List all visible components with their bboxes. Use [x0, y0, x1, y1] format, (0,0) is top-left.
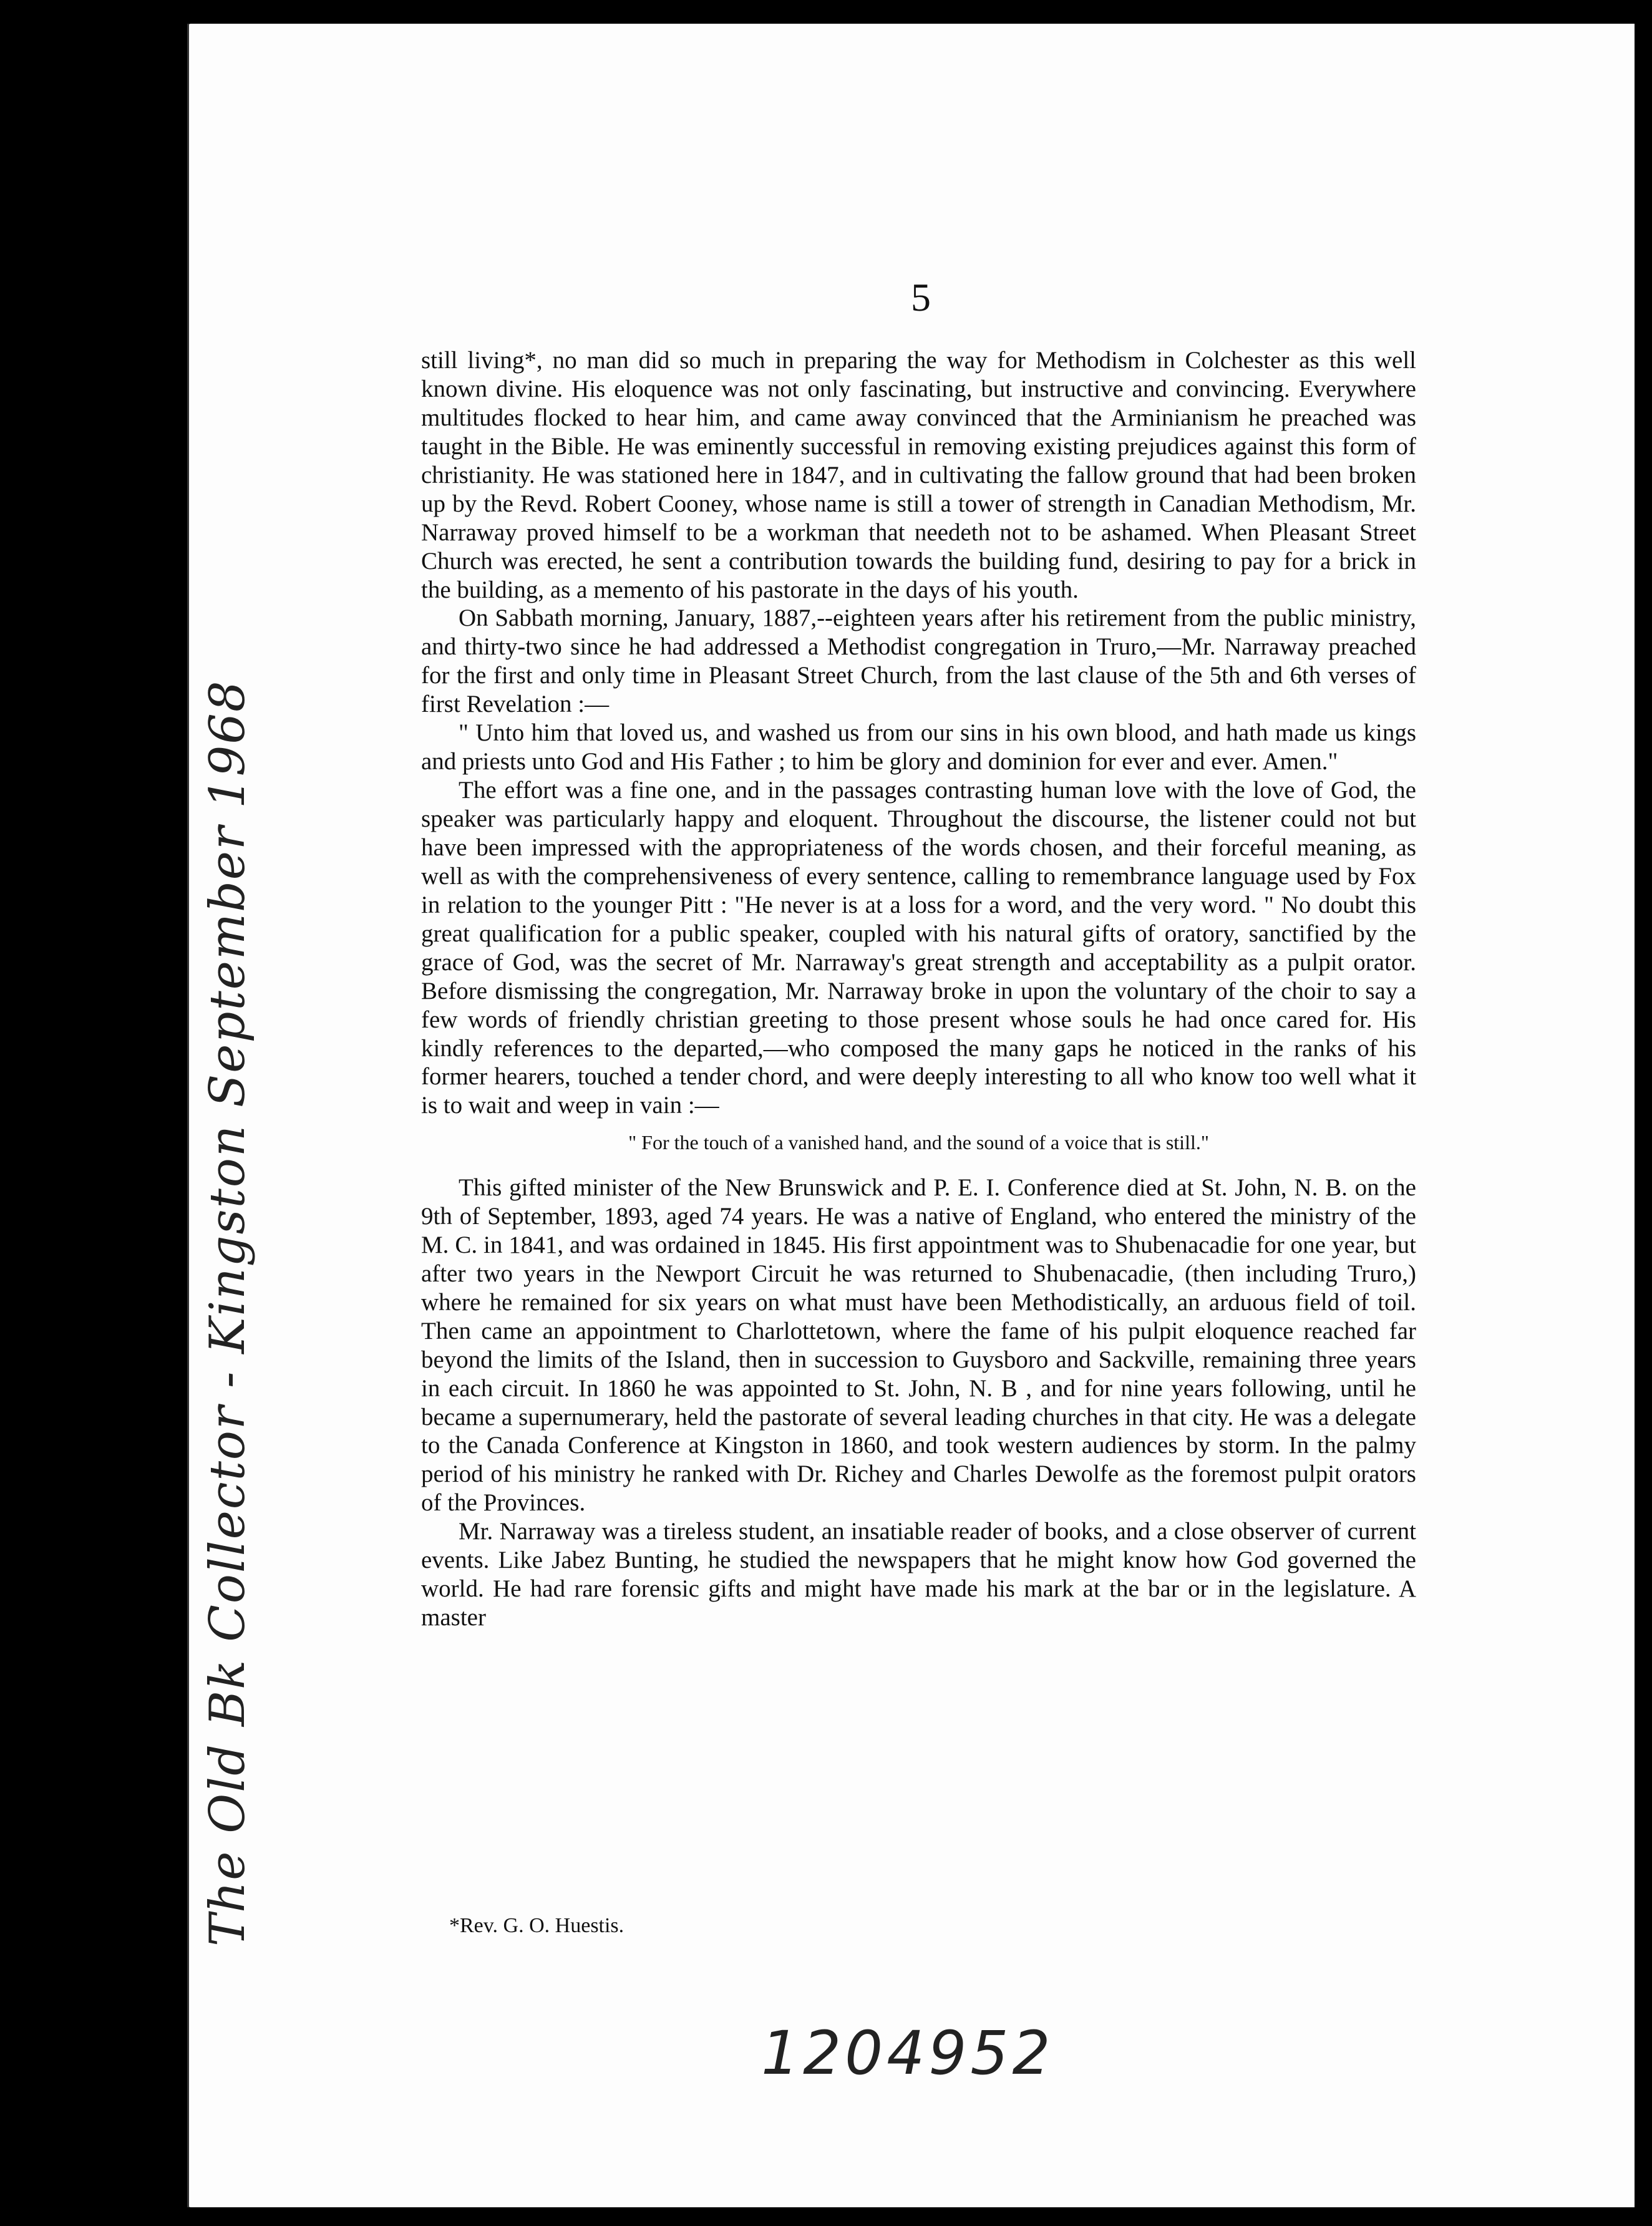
footnote: *Rev. G. O. Huestis. — [449, 1914, 624, 1937]
paragraph-5: Mr. Narraway was a tireless student, an insatiable reader of books, and a close observer of current events. Like Jabez Bunting, he studied the newspapers that he might know how God governed the world. He had rare forensic gifts and might have made his mark at the bar or in the legislature. A master — [421, 1518, 1416, 1631]
paragraph-4: This gifted minister of the New Brunswick and P. E. I. Conference died at St. John, N. B. on the 9th of September, 1893, aged 74 years. He was a native of England, who entered the ministry of the M. C. in 1841, and was ordained in 1845. His first appointment was to Shubenacadie for one year, but after two years in the Newport Circuit he was returned to Shubenacadie, (then including Truro,) where he remained for six years on what must have been Methodistically, an arduous field of toil. Then came an appointment to Charlottetown, where the fame of his pulpit eloquence reached far beyond the limits of the Island, then in succession to Guysboro and Sackville, remaining three years in each circuit. In 1860 he was appointed to St. John, N. B , and for nine years following, until he became a supernumerary, held the pastorate of several leading churches in that city. He was a delegate to the Canada Conference at Kingston in 1860, and took western audiences by storm. In the palmy period of his ministry he ranked with Dr. Richey and Charles Dewolfe as the foremost pulpit orators of the Provinces. — [421, 1174, 1416, 1517]
handwritten-catalog-number: 1204952 — [761, 2018, 1054, 2088]
paragraph-3: The effort was a fine one, and in the passages contrasting human love with the love of God, the speaker was particularly happy and eloquent. Throughout the discourse, the listener could not but have been impressed with the appropriateness of the words chosen, and their forceful meaning, as well as with the comprehensiveness of every sentence, calling to remembrance language used by Fox in relation to the younger Pitt : "He never is at a loss for a word, and the very word. " No doubt this great qualification for a public speaker, coupled with his natural gifts of oratory, sanctified by the grace of God, was the secret of Mr. Narraway's great strength and acceptability as a pulpit orator. Before dismissing the congregation, Mr. Narraway broke in upon the voluntary of the choir to say a few words of friendly christian greeting to those present whose souls he had once cared for. His kindly references to the departed,—who composed the many gaps he noticed in the ranks of his former hearers, touched a tender chord, and were deeply interesting to all who know too well what it is to wait and weep in vain :— — [421, 777, 1416, 1119]
body-text — [421, 346, 1416, 1632]
page-spine-line — [187, 24, 189, 2207]
page-number: 5 — [911, 275, 931, 319]
paragraph-2: On Sabbath morning, January, 1887,--eighteen years after his retirement from the public ministry, and thirty-two since he had addressed a Methodist congregation in Truro,—Mr. Narraway preached for the first and only time in Pleasant Street Church, from the last clause of the 5th and 6th verses of first Revelation :— — [421, 605, 1416, 718]
scripture-quote: " Unto him that loved us, and washed us from our sins in his own blood, and hath made us kings and priests unto God and His Father ; to him be glory and dominion for ever and ever. Amen." — [421, 719, 1416, 775]
handwritten-margin-note: The Old Bk Collector - Kingston September 1968 — [200, 679, 256, 1947]
paragraph-1: still living*, no man did so much in preparing the way for Methodism in Colchester as this well known divine. His eloquence was not only fascinating, but instructive and convincing. Everywhere multitudes flocked to hear him, and came away convinced that the Arminianism he preached was taught in the Bible. He was eminently successful in removing existing prejudices against this form of christianity. He was stationed here in 1847, and in cultivating the fallow ground that had been broken up by the Revd. Robert Cooney, whose name is still a tower of strength in Canadian Methodism, Mr. Narraway proved himself to be a workman that needeth not to be ashamed. When Pleasant Street Church was erected, he sent a contribution towards the building fund, desiring to pay for a brick in the building, as a memento of his pastorate in the days of his youth. — [421, 347, 1416, 603]
poem-quote: " For the touch of a vanished hand, and the sound of a voice that is still." — [628, 1131, 1209, 1154]
scan-binding-edge — [0, 0, 25, 2226]
